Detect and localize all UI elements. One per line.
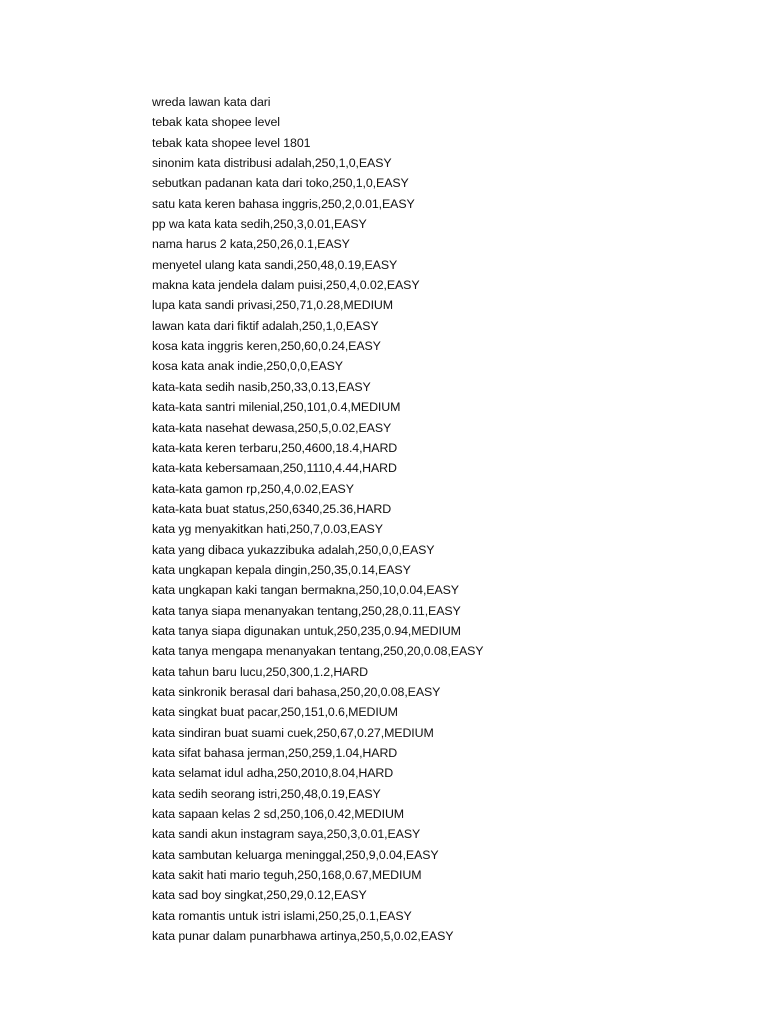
text-line: kata yg menyakitkan hati,250,7,0.03,EASY (152, 522, 383, 537)
text-line: kata tanya siapa digunakan untuk,250,235,0.94,MEDIUM (152, 623, 461, 638)
text-line: kata sambutan keluarga meninggal,250,9,0.04,EASY (152, 847, 439, 862)
text-line: kata singkat buat pacar,250,151,0.6,MEDIUM (152, 705, 398, 720)
text-line: tebak kata shopee level (152, 115, 280, 130)
text-line: lupa kata sandi privasi,250,71,0.28,MEDIUM (152, 298, 393, 313)
text-line: kata romantis untuk istri islami,250,25,0.1,EASY (152, 908, 412, 923)
text-line: kata sinkronik berasal dari bahasa,250,20,0.08,EASY (152, 684, 441, 699)
text-line: kata tanya mengapa menanyakan tentang,250,20,0.08,EASY (152, 644, 484, 659)
text-line: satu kata keren bahasa inggris,250,2,0.01,EASY (152, 196, 415, 211)
text-line: kata sad boy singkat,250,29,0.12,EASY (152, 888, 367, 903)
text-line: kata yang dibaca yukazzibuka adalah,250,0,0,EASY (152, 542, 435, 557)
text-line: pp wa kata kata sedih,250,3,0.01,EASY (152, 217, 367, 232)
text-line: kata sedih seorang istri,250,48,0.19,EASY (152, 786, 381, 801)
text-line: tebak kata shopee level 1801 (152, 135, 311, 150)
text-line: kata sakit hati mario teguh,250,168,0.67,MEDIUM (152, 868, 422, 883)
text-line: kata-kata nasehat dewasa,250,5,0.02,EASY (152, 420, 392, 435)
text-line: sinonim kata distribusi adalah,250,1,0,EASY (152, 156, 392, 171)
text-line: kata sifat bahasa jerman,250,259,1.04,HARD (152, 746, 398, 760)
text-line: kata-kata gamon rp,250,4,0.02,EASY (152, 481, 354, 496)
text-line: kata sapaan kelas 2 sd,250,106,0.42,MEDIUM (152, 807, 405, 822)
text-line: kata sindiran buat suami cuek,250,67,0.27,MEDIUM (152, 725, 434, 740)
text-line: kata ungkapan kepala dingin,250,35,0.14,EASY (152, 562, 411, 577)
text-line: kata-kata santri milenial,250,101,0.4,MEDIUM (152, 400, 401, 415)
text-line: kosa kata anak indie,250,0,0,EASY (152, 359, 343, 374)
text-line: lawan kata dari fiktif adalah,250,1,0,EASY (152, 318, 379, 333)
text-line: kata ungkapan kaki tangan bermakna,250,10,0.04,EASY (152, 583, 459, 598)
text-line: kata tanya siapa menanyakan tentang,250,28,0.11,EASY (152, 603, 461, 618)
text-line: sebutkan padanan kata dari toko,250,1,0,EASY (152, 176, 409, 191)
text-line: makna kata jendela dalam puisi,250,4,0.02,EASY (152, 278, 420, 293)
text-line: kata-kata kebersamaan,250,1110,4.44,HARD (152, 461, 397, 476)
text-line: kata-kata buat status,250,6340,25.36,HARD (152, 501, 392, 516)
text-line: menyetel ulang kata sandi,250,48,0.19,EASY (152, 257, 398, 272)
text-line: kata-kata keren terbaru,250,4600,18.4,HARD (152, 440, 398, 455)
text-line: kata selamat idul adha,250,2010,8.04,HARD (152, 766, 394, 781)
text-line: kata tahun baru lucu,250,300,1.2,HARD (152, 664, 369, 679)
text-line: kosa kata inggris keren,250,60,0.24,EASY (152, 339, 381, 354)
text-line: nama harus 2 kata,250,26,0.1,EASY (152, 237, 350, 252)
text-line: kata sandi akun instagram saya,250,3,0.01,EASY (152, 827, 421, 842)
text-line: kata punar dalam punarbhawa artinya,250,5,0.02,EASY (152, 929, 454, 944)
text-lines (152, 92, 742, 946)
text-line: kata-kata sedih nasib,250,33,0.13,EASY (152, 379, 371, 394)
text-line: wreda lawan kata dari (152, 95, 271, 109)
